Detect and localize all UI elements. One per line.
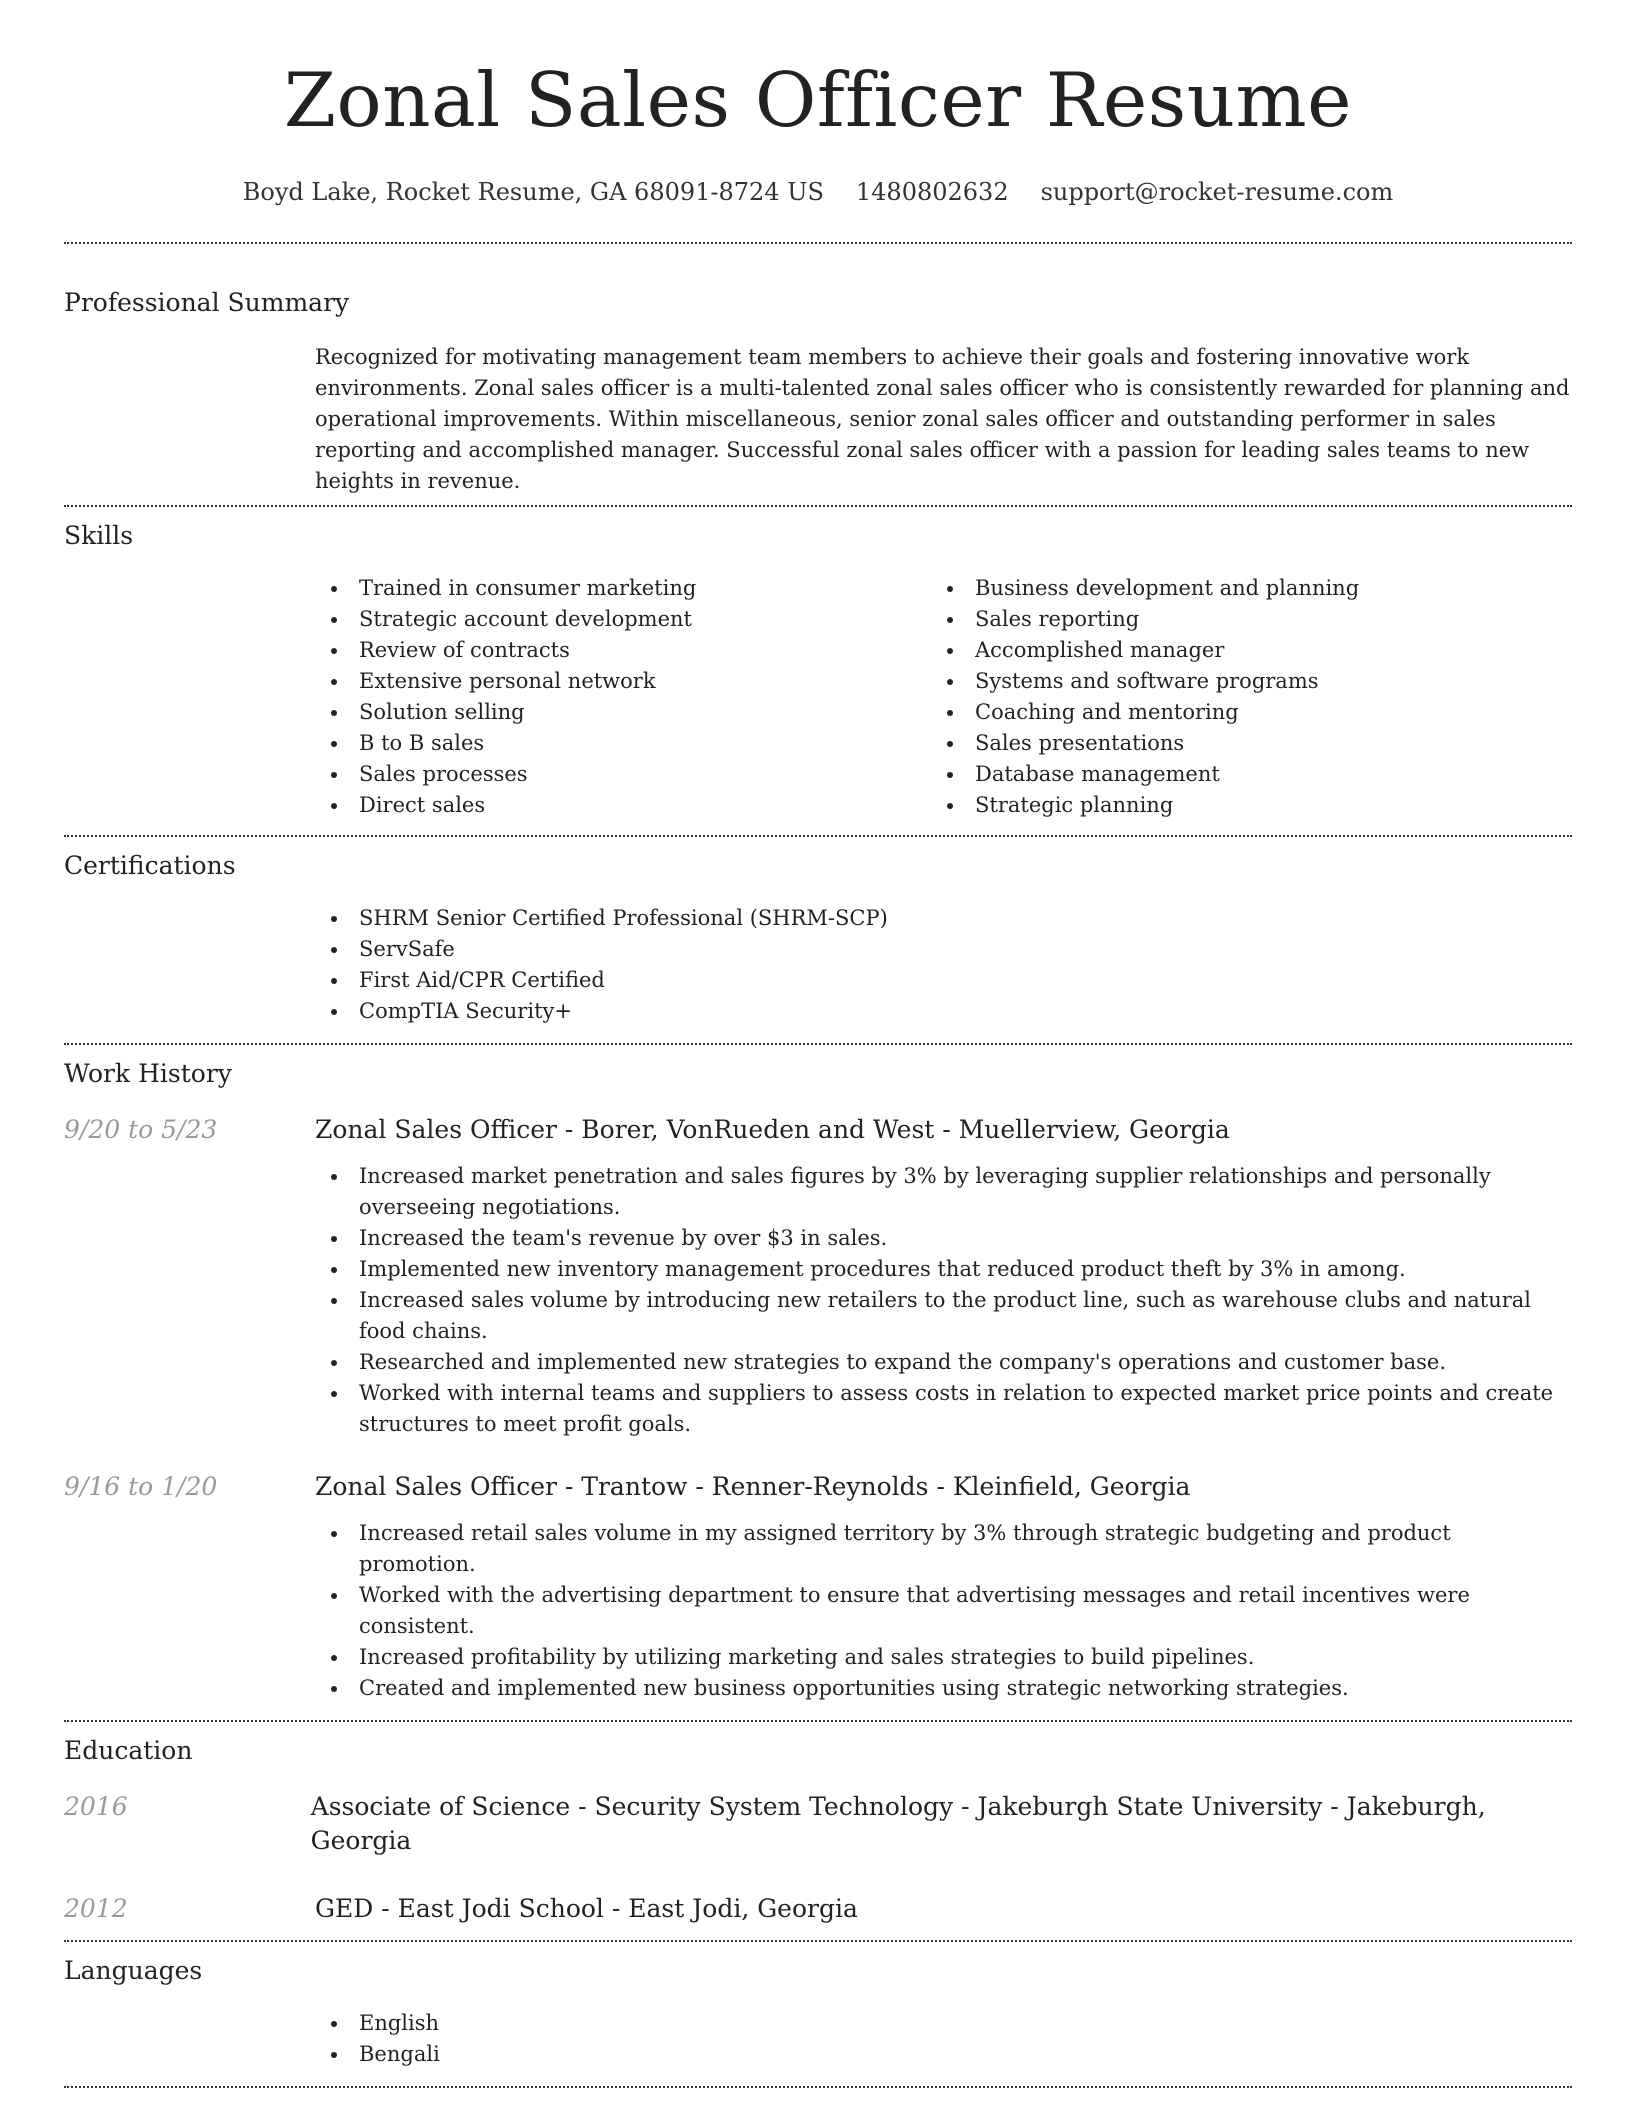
job-bullet: Implemented new inventory management procedures that reduced product theft by 3% in among. xyxy=(315,1254,1573,1285)
section-title-summary: Professional Summary xyxy=(64,288,350,317)
skill-item: Database management xyxy=(931,759,1547,790)
certifications-section xyxy=(64,849,1572,1027)
section-title-certifications: Certifications xyxy=(64,851,236,880)
job-bullet: Increased profitability by utilizing marketing and sales strategies to build pipelines. xyxy=(315,1642,1573,1673)
skill-item: Accomplished manager xyxy=(931,635,1547,666)
certification-item: CompTIA Security+ xyxy=(315,996,1572,1027)
section-title-education: Education xyxy=(64,1736,193,1765)
education-degree: Associate of Science - Security System Technology - Jakeburgh State University - Jakeburgh, Georgia xyxy=(310,1792,1486,1855)
divider xyxy=(64,835,1572,837)
skill-item: Strategic account development xyxy=(315,604,931,635)
skill-item: Extensive personal network xyxy=(315,666,931,697)
job-bullet: Worked with internal teams and suppliers to assess costs in relation to expected market price points and create structures to meet profit goals. xyxy=(315,1378,1573,1440)
skill-item: Review of contracts xyxy=(315,635,931,666)
job-bullet: Increased retail sales volume in my assigned territory by 3% through strategic budgeting and product promotion. xyxy=(315,1518,1573,1580)
skill-item: Trained in consumer marketing xyxy=(315,573,931,604)
education-entry xyxy=(64,1892,1572,1926)
job-header xyxy=(64,1470,1572,1504)
skill-item: Business development and planning xyxy=(931,573,1547,604)
skill-item: Strategic planning xyxy=(931,790,1547,821)
job-bullets xyxy=(315,1161,1573,1440)
job-dates: 9/20 to 5/23 xyxy=(64,1115,218,1144)
language-item: English xyxy=(315,2008,1572,2039)
job-entry xyxy=(64,1113,1572,1440)
job-bullet: Increased market penetration and sales figures by 3% by leveraging supplier relationships and personally overseeing negotiations. xyxy=(315,1161,1573,1223)
education-section xyxy=(64,1734,1572,1926)
skill-item: Sales reporting xyxy=(931,604,1547,635)
certification-item: First Aid/CPR Certified xyxy=(315,965,1572,996)
work-history-section xyxy=(64,1057,1572,1704)
job-bullet: Increased sales volume by introducing new retailers to the product line, such as warehouse clubs and natural food chains. xyxy=(315,1285,1573,1347)
skills-section xyxy=(64,519,1572,821)
section-title-languages: Languages xyxy=(64,1956,203,1985)
resume-title: Zonal Sales Officer Resume xyxy=(283,56,1353,144)
divider xyxy=(64,2086,1572,2088)
job-bullet: Worked with the advertising department to ensure that advertising messages and retail incentives were consistent. xyxy=(315,1580,1573,1642)
job-title: Zonal Sales Officer - Trantow - Renner-Reynolds - Kleinfield, Georgia xyxy=(315,1472,1191,1501)
skill-item: B to B sales xyxy=(315,728,931,759)
divider xyxy=(64,1720,1572,1722)
certification-item: SHRM Senior Certified Professional (SHRM-SCP) xyxy=(315,903,1572,934)
job-dates: 9/16 to 1/20 xyxy=(64,1472,218,1501)
education-year: 2012 xyxy=(64,1894,128,1923)
skill-item: Coaching and mentoring xyxy=(931,697,1547,728)
job-bullet: Increased the team's revenue by over $3 in sales. xyxy=(315,1223,1573,1254)
languages-section xyxy=(64,1954,1572,2070)
divider xyxy=(64,1043,1572,1045)
job-bullet: Researched and implemented new strategies to expand the company's operations and customer base. xyxy=(315,1347,1573,1378)
divider xyxy=(64,1940,1572,1942)
summary-text: Recognized for motivating management team members to achieve their goals and fostering innovative work environments. Zonal sales officer is a multi-talented zonal sales officer who is consistently rewarded for planning and operational improvements. Within miscellaneous, senior zonal sales officer and outstanding performer in sales reporting and accomplished manager. Successful zonal sales officer with a passion for leading sales teams to new heights in revenue. xyxy=(315,345,1570,493)
skill-item: Solution selling xyxy=(315,697,931,728)
job-bullets xyxy=(315,1518,1573,1704)
certification-item: ServSafe xyxy=(315,934,1572,965)
education-degree: GED - East Jodi School - East Jodi, Georgia xyxy=(315,1894,858,1923)
job-header xyxy=(64,1113,1572,1147)
language-item: Bengali xyxy=(315,2039,1572,2070)
skill-item: Direct sales xyxy=(315,790,931,821)
contact-address: Boyd Lake, Rocket Resume, GA 68091-8724 US xyxy=(242,178,824,206)
skill-item: Sales presentations xyxy=(931,728,1547,759)
resume-page xyxy=(64,0,1572,2088)
job-title: Zonal Sales Officer - Borer, VonRueden and West - Muellerview, Georgia xyxy=(315,1115,1230,1144)
contact-info xyxy=(64,176,1572,208)
section-title-work-history: Work History xyxy=(64,1059,232,1088)
section-title-skills: Skills xyxy=(64,521,134,550)
summary-section xyxy=(64,286,1572,497)
job-bullet: Created and implemented new business opportunities using strategic networking strategies. xyxy=(315,1673,1573,1704)
skills-list-right xyxy=(931,573,1547,821)
divider xyxy=(64,505,1572,507)
skill-item: Systems and software programs xyxy=(931,666,1547,697)
languages-list xyxy=(315,2008,1572,2070)
skills-grid xyxy=(315,573,1572,821)
skills-list-left xyxy=(315,573,931,821)
divider xyxy=(64,242,1572,244)
skill-item: Sales processes xyxy=(315,759,931,790)
education-year: 2016 xyxy=(64,1792,128,1821)
contact-phone: 1480802632 xyxy=(855,178,1009,206)
job-entry xyxy=(64,1470,1572,1704)
contact-email: support@rocket-resume.com xyxy=(1040,178,1394,206)
education-entry xyxy=(64,1790,1572,1858)
certifications-list xyxy=(315,903,1572,1027)
